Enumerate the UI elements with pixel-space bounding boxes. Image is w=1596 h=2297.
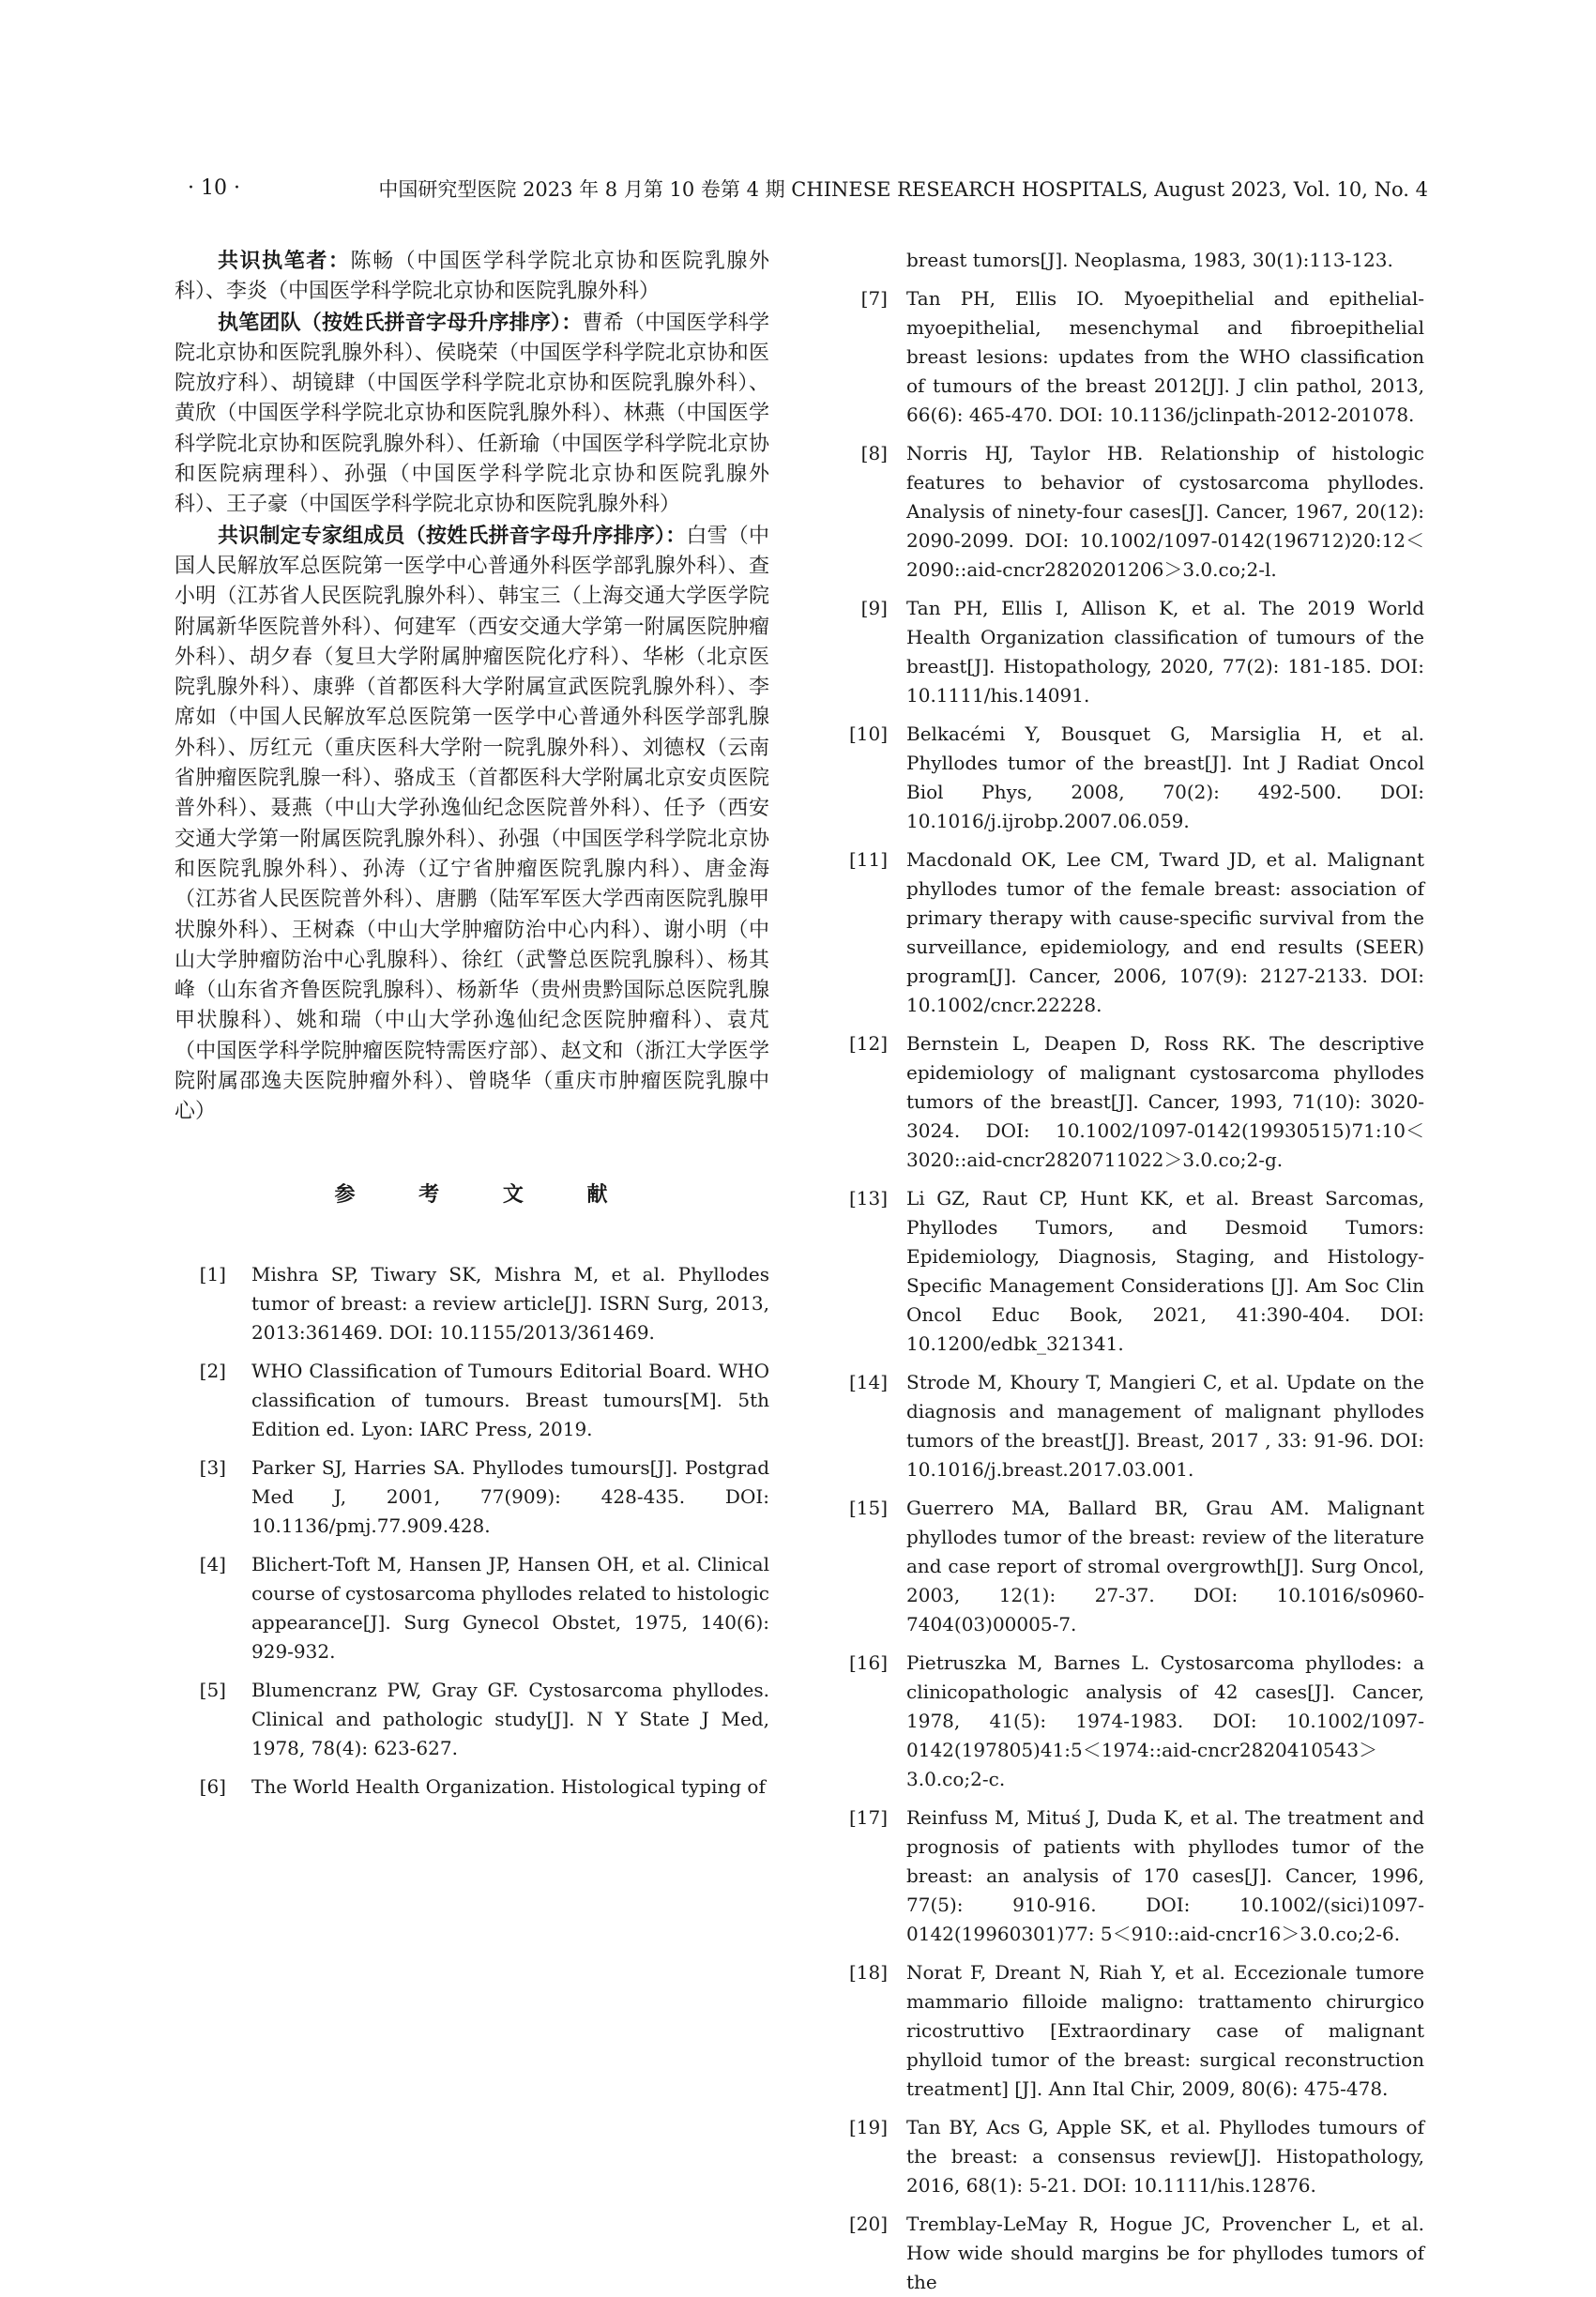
reference-item-continuation	[843, 246, 1424, 275]
reference-item	[843, 594, 1424, 710]
reference-text: Norris HJ, Taylor HB. Relationship of histologic features to behavior of cystosarcoma phyllodes. Analysis of ninety-four cases[J]. Cancer, 1967, 20(12): 2090-2099. DOI: 10.1002/1097-0142(196712)20:12＜2090::aid-cncr2820201206＞3.0.co;2-l.	[906, 442, 1424, 581]
reference-item	[175, 1550, 769, 1666]
reference-number: [14]	[848, 1371, 888, 1393]
reference-text: Pietruszka M, Barnes L. Cystosarcoma phyllodes: a clinicopathologic analysis of 42 cases[J]. Cancer, 1978, 41(5): 1974-1983. DOI: 10.1002/1097-0142(197805)41:5＜1974::aid-cncr2820410543＞3.0.co;2-c.	[906, 1651, 1424, 1790]
reference-text: Norat F, Dreant N, Riah Y, et al. Eccezionale tumore mammario filloide maligno: trattamento chirurgico ricostruttivo [Extraordinary case of malignant phylloid tumor of the breast: surgical reconstruction treatment] [J]. Ann Ital Chir, 2009, 80(6): 475-478.	[906, 1961, 1424, 2100]
reference-number: [19]	[848, 2116, 888, 2138]
reference-item	[843, 1649, 1424, 1794]
reference-text: Macdonald OK, Lee CM, Tward JD, et al. Malignant phyllodes tumor of the female breast: association of primary therapy with cause-specific survival from the surveillance, epidemiology, and end results (SEER) program[J]. Cancer, 2006, 107(9): 2127-2133. DOI: 10.1002/cncr.22228.	[906, 848, 1424, 1016]
reference-number: [7]	[860, 287, 888, 310]
team-label: 执笔团队（按姓氏拼音字母升序排序）：	[218, 310, 583, 335]
page-header	[0, 0, 1596, 216]
journal-citation: 中国研究型医院 2023 年 8 月第 10 卷第 4 期 CHINESE RESEARCH HOSPITALS, August 2023, Vol. 10, No. 4	[378, 178, 1428, 201]
reference-number: [16]	[848, 1651, 888, 1674]
reference-number: [5]	[199, 1678, 226, 1701]
reference-number: [17]	[848, 1806, 888, 1829]
reference-text: Parker SJ, Harries SA. Phyllodes tumours[J]. Postgrad Med J, 2001, 77(909): 428-435. DOI: 10.1136/pmj.77.909.428.	[251, 1455, 769, 1537]
reference-text: WHO Classification of Tumours Editorial Board. WHO classification of tumours. Breast tumours[M]. 5th Edition ed. Lyon: IARC Press, 2019.	[251, 1359, 769, 1440]
reference-number: [12]	[848, 1032, 888, 1055]
reference-item	[843, 284, 1424, 430]
reference-text: The World Health Organization. Histological typing of	[251, 1774, 766, 1798]
reference-number: [15]	[848, 1497, 888, 1519]
reference-item	[843, 1958, 1424, 2104]
reference-number: [1]	[199, 1262, 226, 1285]
reference-number: [18]	[848, 1961, 888, 1984]
reference-item	[843, 1494, 1424, 1639]
reference-text: Li GZ, Raut CP, Hunt KK, et al. Breast Sarcomas, Phyllodes Tumors, and Desmoid Tumors: Epidemiology, Diagnosis, Staging, and Histology-Specific Management Considerations [J]. Am Soc Clin Oncol Educ Book, 2021, 41:390-404. DOI: 10.1200/edbk_321341.	[906, 1187, 1424, 1355]
reference-item	[843, 2113, 1424, 2200]
reference-item	[843, 1184, 1424, 1359]
reference-number: [8]	[860, 442, 888, 464]
left-column	[175, 246, 769, 2179]
page-number: · 10 ·	[188, 176, 240, 200]
reference-text: Belkacémi Y, Bousquet G, Marsiglia H, et al. Phyllodes tumor of the breast[J]. Int J Radiat Oncol Biol Phys, 2008, 70(2): 492-500. DOI: 10.1016/j.ijrobp.2007.06.059.	[906, 723, 1424, 832]
reference-number: [2]	[199, 1359, 226, 1382]
reference-item	[175, 1772, 769, 1802]
reference-number: [11]	[848, 848, 888, 871]
writers-text: 陈畅（中国医学科学院北京协和医院乳腺外科）、李炎（中国医学科学院北京协和医院乳腺外科）	[175, 250, 769, 304]
reference-number: [6]	[199, 1774, 226, 1798]
reference-text: Guerrero MA, Ballard BR, Grau AM. Malignant phyllodes tumor of the breast: review of the literature and case report of stromal overgrowth[J]. Surg Oncol, 2003, 12(1): 27-37. DOI: 10.1016/s0960-7404(03)00005-7.	[906, 1497, 1424, 1635]
reference-text: Tan PH, Ellis I, Allison K, et al. The 2019 World Health Organization classification of tumours of the breast[J]. Histopathology, 2020, 77(2): 181-185. DOI: 10.1111/his.14091.	[906, 597, 1424, 707]
reference-item	[843, 1368, 1424, 1484]
reference-item	[843, 439, 1424, 585]
reference-item	[843, 1803, 1424, 1949]
reference-number: [3]	[199, 1455, 226, 1479]
reference-text: Blichert-Toft M, Hansen JP, Hansen OH, et al. Clinical course of cystosarcoma phyllodes related to histologic appearance[J]. Surg Gynecol Obstet, 1975, 140(6): 929-932.	[251, 1552, 769, 1663]
reference-text: Mishra SP, Tiwary SK, Mishra M, et al. Phyllodes tumor of breast: a review article[J]. ISRN Surg, 2013, 2013:361469. DOI: 10.1155/2013/361469.	[251, 1262, 769, 1344]
reference-number: [13]	[848, 1187, 888, 1209]
references-list-right	[843, 284, 1424, 2297]
references-heading: 参 考 文 献	[334, 1181, 636, 1207]
reference-number: [10]	[848, 723, 888, 745]
reference-text: Blumencranz PW, Gray GF. Cystosarcoma phyllodes. Clinical and pathologic study[J]. N Y State J Med, 1978, 78(4): 623-627.	[251, 1678, 769, 1759]
consensus-writers	[175, 246, 769, 308]
reference-item	[843, 1029, 1424, 1175]
reference-number: [9]	[860, 597, 888, 619]
reference-item	[843, 2210, 1424, 2297]
team-text: 曹希（中国医学科学院北京协和医院乳腺外科）、侯晓荣（中国医学科学院北京协和医院放疗科）、胡镜肆（中国医学科学院北京协和医院乳腺外科）、黄欣（中国医学科学院北京协和医院乳腺外科）、林燕（中国医学科学院北京协和医院乳腺外科）、任新瑜（中国医学科学院北京协和医院病理科）、孙强（中国医学科学院北京协和医院乳腺外科）、王子豪（中国医学科学院北京协和医院乳腺外科）	[175, 311, 769, 517]
experts-text: 白雪（中国人民解放军总医院第一医学中心普通外科医学部乳腺外科）、查小明（江苏省人民医院乳腺外科）、韩宝三（上海交通大学医学院附属新华医院普外科）、何建军（西安交通大学第一附属医院肿瘤外科）、胡夕春（复旦大学附属肿瘤医院化疗科）、华彬（北京医院乳腺外科）、康骅（首都医科大学附属宣武医院乳腺外科）、李席如（中国人民解放军总医院第一医学中心普通外科医学部乳腺外科）、厉红元（重庆医科大学附一院乳腺外科）、刘德权（云南省肿瘤医院乳腺一科）、骆成玉（首都医科大学附属北京安贞医院普外科）、聂燕（中山大学孙逸仙纪念医院普外科）、任予（西安交通大学第一附属医院乳腺外科）、孙强（中国医学科学院北京协和医院乳腺外科）、孙涛（辽宁省肿瘤医院乳腺内科）、唐金海（江苏省人民医院普外科）、唐鹏（陆军军医大学西南医院乳腺甲状腺外科）、王树森（中山大学肿瘤防治中心内科）、谢小明（中山大学肿瘤防治中心乳腺科）、徐红（武警总医院乳腺科）、杨其峰（山东省齐鲁医院乳腺科）、杨新华（贵州贵黔国际总医院乳腺甲状腺科）、姚和瑞（中山大学孙逸仙纪念医院肿瘤科）、袁芃（中国医学科学院肿瘤医院特需医疗部）、赵文和（浙江大学医学院附属邵逸夫医院肿瘤外科）、曾晓华（重庆市肿瘤医院乳腺中心）	[175, 524, 769, 1124]
experts-label: 共识制定专家组成员（按姓氏拼音字母升序排序）：	[218, 523, 687, 548]
reference-item	[175, 1357, 769, 1444]
reference-item	[175, 1260, 769, 1347]
writing-team	[175, 308, 769, 521]
reference-text: Tan BY, Acs G, Apple SK, et al. Phyllodes tumours of the breast: a consensus review[J]. Histopathology, 2016, 68(1): 5-21. DOI: 10.1111/his.12876.	[906, 2116, 1424, 2197]
writers-label: 共识执笔者：	[218, 249, 351, 273]
reference-item	[843, 720, 1424, 836]
reference-number: [20]	[848, 2213, 888, 2235]
reference-text: Tremblay-LeMay R, Hogue JC, Provencher L, et al. How wide should margins be for phyllodes tumors of the	[906, 2213, 1424, 2293]
reference-item	[175, 1453, 769, 1541]
reference-item	[843, 845, 1424, 1020]
reference-text: Tan PH, Ellis IO. Myoepithelial and epithelial-myoepithelial, mesenchymal and fibroepithelial breast lesions: updates from the WHO classification of tumours of the breast 2012[J]. J clin pathol, 2013, 66(6): 465-470. DOI: 10.1136/jclinpath-2012-201078.	[906, 287, 1424, 426]
reference-item	[175, 1676, 769, 1763]
right-column	[843, 246, 1424, 2293]
reference-text: Bernstein L, Deapen D, Ross RK. The descriptive epidemiology of malignant cystosarcoma phyllodes tumors of the breast[J]. Cancer, 1993, 71(10): 3020-3024. DOI: 10.1002/1097-0142(19930515)71:10＜3020::aid-cncr2820711022＞3.0.co;2-g.	[906, 1032, 1424, 1171]
reference-number: [4]	[199, 1552, 226, 1575]
reference-text: breast tumors[J]. Neoplasma, 1983, 30(1):113-123.	[906, 249, 1393, 271]
expert-group	[175, 521, 769, 1128]
references-list-left	[175, 1260, 769, 1802]
reference-text: Strode M, Khoury T, Mangieri C, et al. Update on the diagnosis and management of malignant phyllodes tumors of the breast[J]. Breast, 2017 , 33: 91-96. DOI: 10.1016/j.breast.2017.03.001.	[906, 1371, 1424, 1481]
reference-text: Reinfuss M, Mituś J, Duda K, et al. The treatment and prognosis of patients with phyllodes tumor of the breast: an analysis of 170 cases[J]. Cancer, 1996, 77(5): 910-916. DOI: 10.1002/(sici)1097-0142(19960301)77: 5＜910::aid-cncr16＞3.0.co;2-6.	[906, 1806, 1424, 1945]
